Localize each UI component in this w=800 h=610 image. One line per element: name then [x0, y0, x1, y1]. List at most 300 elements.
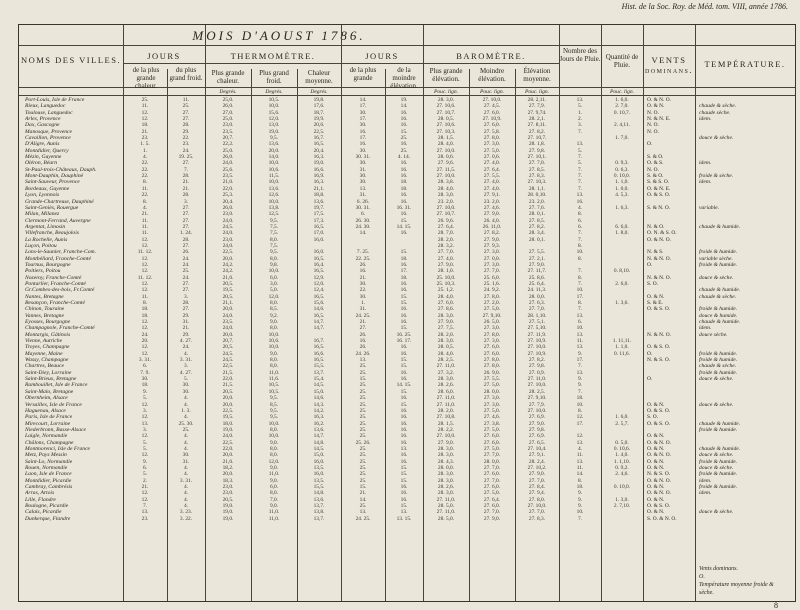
city-name: D'Aligre, Aunis	[25, 141, 60, 148]
table-cell: 14,8.	[313, 439, 325, 446]
table-cell: 16.	[400, 109, 408, 116]
table-cell: 11.	[141, 185, 149, 192]
table-cell: 27. 9,8.	[528, 426, 546, 433]
table-cell: 27.	[182, 160, 190, 167]
temperature-cell: variable.	[699, 204, 720, 211]
col-jours-moindre	[385, 97, 423, 522]
table-cell: 1. 1,0.	[615, 344, 629, 351]
table-cell: 13.	[359, 509, 367, 516]
table-cell: 29.	[182, 312, 190, 319]
table-cell: 28. 3,0.	[437, 312, 455, 319]
table-cell: 27.	[182, 306, 190, 313]
table-cell: 27. 10,6.	[436, 122, 456, 129]
table-cell: 27. 6,4.	[437, 223, 455, 230]
unit-pouces: Pouc. lign.	[434, 89, 458, 95]
wind-cell: O. & N. O.	[647, 490, 671, 497]
table-cell: 12,0.	[268, 458, 280, 465]
table-cell: 16.	[400, 166, 408, 173]
table-cell: 27. 6,0.	[483, 503, 501, 509]
table-cell: 8,0.	[269, 325, 279, 332]
col-baro-moyenne	[515, 97, 559, 522]
table-cell: 10,5.	[268, 97, 280, 103]
page-number: 8	[774, 601, 778, 610]
table-cell: 21.	[359, 490, 367, 497]
table-cell: 16,5.	[313, 344, 325, 351]
table-cell: 28.	[182, 122, 190, 129]
col-rule	[643, 25, 644, 601]
table-cell: 27. 6,0.	[483, 344, 501, 351]
table-cell: 10,6.	[268, 338, 280, 345]
table-cell: 8,0.	[269, 490, 279, 497]
table-cell: 4.	[183, 503, 189, 509]
wind-cell: S. & O.	[647, 154, 664, 161]
header-pluie-quantite: Quantité de Pluie.	[605, 53, 639, 69]
table-cell: 28. 2,6.	[437, 483, 455, 490]
table-cell: 27. 6,0.	[483, 433, 501, 440]
table-cell: 28.	[182, 236, 190, 243]
table-cell: 20.	[141, 338, 149, 345]
table-cell: 17,6.	[313, 103, 325, 110]
table-cell: 18.	[141, 306, 149, 313]
table-cell: 25.	[400, 147, 408, 154]
wind-cell: O. & S. O.	[647, 306, 671, 313]
table-cell: 14,7.	[313, 433, 325, 440]
table-cell: 4.	[183, 395, 189, 402]
table-cell: 3. 31.	[179, 357, 193, 364]
table-cell: 28. 1,10.	[527, 312, 547, 319]
city-name: Arles, Provence	[25, 116, 61, 123]
table-cell: 28. 0,5.	[437, 344, 455, 351]
table-cell: 25.	[182, 103, 190, 110]
header-thermometre: THERMOMÈTRE.	[230, 51, 316, 61]
table-cell: 15,4.	[313, 376, 325, 383]
table-cell: 26.	[359, 261, 367, 268]
city-name: Dax, Gascogne	[25, 122, 60, 129]
table-cell: 22,0.	[222, 445, 234, 452]
table-cell: 27. 11,5.	[436, 166, 456, 173]
wind-cell: O. & N.	[647, 483, 665, 490]
table-cell: 28. 0,0.	[437, 464, 455, 471]
header-baro-moyenne: Élévation moyenne.	[523, 67, 551, 83]
table-cell: 9,8.	[269, 261, 279, 268]
table-cell: 25. 10,0.	[436, 274, 456, 281]
temperature-cell: idem.	[699, 179, 712, 186]
temperature-cell: douce sèche.	[699, 331, 728, 338]
table-cell: 18.	[576, 483, 584, 490]
col-baro-moindre	[469, 97, 515, 522]
table-cell: 28. 2,0.	[437, 236, 455, 243]
table-cell: 17,3.	[313, 217, 325, 224]
city-name: Montdidier, Picardie	[25, 477, 72, 484]
header-noms: NOMS DES VILLES.	[20, 55, 122, 65]
wind-cell: O.	[647, 376, 653, 383]
table-cell: 22.	[141, 173, 149, 180]
city-name: Pontarlier, Franche-Comté	[25, 280, 86, 287]
table-cell: 22.	[359, 287, 367, 294]
table-cell: 27. 8,2.	[528, 128, 546, 135]
table-cell: 27. 7,0.	[528, 160, 546, 167]
table-cell: 19,8.	[313, 97, 325, 103]
table-cell: 27. 10,0.	[527, 382, 547, 389]
table-cell: 26.	[359, 344, 367, 351]
temperature-cell: froide & humide.	[699, 306, 738, 313]
table-cell: 13,6.	[313, 496, 325, 503]
table-cell: 13.	[141, 509, 149, 516]
table-cell: 24,5.	[222, 357, 234, 364]
city-name: Rouen, Normandie	[25, 464, 68, 471]
table-cell: 27. 8,5.	[528, 217, 546, 224]
table-cell: 19,0.	[313, 160, 325, 167]
table-cell: 27. 9,0.	[528, 420, 546, 427]
table-cell: 8.	[142, 198, 148, 205]
table-cell: 14.	[359, 97, 367, 103]
table-cell: 24. 25.	[355, 312, 371, 319]
table-cell: 27. 5,0.	[483, 147, 501, 154]
table-cell: 28. 1,1.	[528, 185, 546, 192]
temperature-cell: froide & humide.	[699, 249, 738, 256]
table-cell: 26. 9,0.	[483, 369, 501, 376]
table-cell: 0. 6,3.	[615, 166, 629, 173]
city-name: Saint-Malo, Bretagne	[25, 388, 74, 395]
table-cell: 24.	[182, 344, 190, 351]
table-cell: 27. 9,6.	[437, 160, 455, 167]
table-cell: 16,3.	[313, 414, 325, 421]
temperature-cell: chaude & humide.	[699, 319, 741, 326]
table-cell: 27. 9,8.	[528, 363, 546, 370]
table-cell: 22,5.	[222, 439, 234, 446]
table-cell: 27. 10,0.	[527, 344, 547, 351]
notes-vents-label: Vents dominans.	[699, 566, 738, 572]
table-cell: 9,5.	[269, 414, 279, 421]
table-cell: 8.	[577, 211, 583, 218]
wind-cell: N. & S. O.	[647, 357, 671, 364]
table-cell: 0. 11,6.	[614, 350, 630, 357]
table-cell: 29.	[182, 331, 190, 338]
table-cell: 8.	[577, 300, 583, 306]
table-cell: 25.	[359, 369, 367, 376]
table-cell: 8.	[577, 274, 583, 281]
header-thermo-moyenne: Chaleur moyenne.	[305, 69, 333, 85]
table-cell: 21,5.	[222, 369, 234, 376]
temperature-cell: douce & sèche.	[699, 135, 734, 142]
table-cell: 25.	[359, 471, 367, 478]
table-cell: 27. 9,8.	[528, 147, 546, 154]
table-cell: 16,4.	[313, 261, 325, 268]
table-cell: 22.	[141, 160, 149, 167]
table-cell: 1.	[577, 109, 583, 116]
table-cell: 13.	[576, 369, 584, 376]
table-cell: 28. 3,0.	[437, 97, 455, 103]
table-cell: 16.	[400, 211, 408, 218]
table-cell: 13.	[576, 192, 584, 199]
table-cell: 9,0.	[269, 477, 279, 484]
table-cell: 28. 3,8.	[437, 179, 455, 186]
table-cell: 27. 8,5.	[528, 166, 546, 173]
notes-vents-value: O.	[699, 574, 705, 580]
table-cell: 25.	[359, 452, 367, 459]
table-cell: 9,0.	[269, 319, 279, 326]
temperature-cell: chaude & sèche.	[699, 293, 737, 300]
table-cell: 27. 2,1.	[528, 255, 546, 262]
table-cell: 12,0.	[313, 280, 325, 287]
table-cell: 27. 10,9.	[482, 116, 502, 123]
table-cell: 23.	[141, 515, 149, 522]
table-cell: 28. 3,0.	[437, 471, 455, 478]
city-name: Port-Louis, Isle de France	[25, 97, 85, 103]
city-name: St-Paul-trois-Châteaux, Dauph.	[25, 166, 97, 173]
table-cell: 26. 5,0.	[483, 319, 501, 326]
table-cell: 27. 9,4.	[528, 490, 546, 497]
wind-cell: O. & N.	[647, 445, 665, 452]
table-cell: 0. 8,10.	[613, 268, 631, 275]
table-cell: 6.	[142, 363, 148, 370]
city-name: Cambray, Cambrésis	[25, 483, 73, 490]
table-cell: 13.	[576, 312, 584, 319]
unit-pouces: Pouc. lign.	[525, 89, 549, 95]
table-cell: 16,5.	[313, 357, 325, 364]
table-cell: 20,5.	[222, 344, 234, 351]
table-cell: 19,0.	[222, 426, 234, 433]
table-cell: 13,5.	[313, 464, 325, 471]
table-cell: 25.	[182, 426, 190, 433]
table-cell: 1. 7,0.	[615, 135, 629, 142]
table-cell: 28. 1,5.	[437, 135, 455, 142]
table-cell: 24,0.	[222, 242, 234, 249]
notes-temperature: Température moyenne froide & sèche.	[699, 582, 774, 596]
table-cell: 2. 7,10.	[613, 503, 631, 509]
wind-cell: O. & N. O.	[647, 236, 671, 243]
table-cell: 16,9.	[313, 173, 325, 180]
table-cell: 16,0.	[313, 458, 325, 465]
table-cell: 28. 3,0.	[437, 376, 455, 383]
table-cell: 16. 31.	[396, 204, 412, 211]
table-cell: 27. 10,4.	[527, 445, 547, 452]
table-cell: 8,0.	[269, 363, 279, 370]
table-cell: 8.	[577, 477, 583, 484]
table-cell: 25. 6,0.	[483, 274, 501, 281]
table-cell: 8.	[142, 300, 148, 306]
table-cell: 17.	[576, 357, 584, 364]
table-cell: 23. 2,0.	[437, 198, 455, 205]
table-cell: 27. 10,3.	[527, 179, 547, 186]
table-cell: 10,0.	[268, 103, 280, 110]
city-name: Vannes, Bretagne	[25, 312, 64, 319]
table-cell: 21.	[182, 179, 190, 186]
table-cell: 15.	[400, 401, 408, 408]
table-cell: 9,0.	[269, 439, 279, 446]
table-cell: 25.	[182, 268, 190, 275]
table-cell: 16.	[400, 458, 408, 465]
header-jours-plus: de la plus grande	[349, 66, 377, 82]
table-cell: 27. 9,0.	[483, 236, 501, 243]
table-cell: 11.	[182, 97, 190, 103]
table-cell: 15.	[400, 363, 408, 370]
table-cell: 4.	[577, 204, 583, 211]
table-cell: 1. 1,10.	[613, 458, 631, 465]
table-cell: 20,5.	[222, 388, 234, 395]
temperature-cell: douce & sèche.	[699, 401, 734, 408]
table-cell: 25. 30.	[178, 420, 194, 427]
table-cell: 14,6.	[313, 306, 325, 313]
temperature-cell: idem.	[699, 116, 712, 123]
table-cell: 22.	[182, 135, 190, 142]
table-cell: 23,0.	[222, 236, 234, 243]
table-cell: 19,7.	[313, 204, 325, 211]
table-cell: 15,6.	[313, 300, 325, 306]
table-cell: 27. 5,8.	[483, 128, 501, 135]
table-cell: 16.	[400, 483, 408, 490]
table-cell: 5.	[142, 439, 148, 446]
table-cell: 25.	[141, 97, 149, 103]
table-cell: 19,5.	[222, 414, 234, 421]
temperature-cell: froide & sèche.	[699, 173, 734, 180]
temperature-cell: froide & humide.	[699, 426, 738, 433]
table-cell: 22,5.	[313, 128, 325, 135]
table-cell: 6. 26.	[356, 198, 370, 205]
temperature-cell: chaude & humide.	[699, 420, 741, 427]
table-cell: 27. 9,10.	[527, 395, 547, 402]
table-cell: 28. 2,0.	[437, 407, 455, 414]
table-cell: 27. 6,4.	[483, 166, 501, 173]
table-cell: 16.	[400, 306, 408, 313]
table-cell: 8,0.	[269, 236, 279, 243]
wind-cell: O. & N. E.	[647, 185, 671, 192]
table-cell: 10.	[576, 401, 584, 408]
table-cell: 2. 4,11.	[614, 122, 630, 129]
table-cell: 7.	[577, 128, 583, 135]
table-cell: 10,5.	[268, 382, 280, 389]
table-cell: 27. 10,6.	[436, 103, 456, 110]
col-thermo-moyenne	[297, 97, 341, 522]
table-cell: 3. 31.	[179, 477, 193, 484]
table-cell: 14.	[576, 471, 584, 478]
table-cell: 24,0.	[222, 325, 234, 332]
table-cell: 21,5.	[222, 382, 234, 389]
city-name: Boulogne, Picardie	[25, 503, 69, 509]
table-cell: 16.	[400, 192, 408, 199]
table-cell: 9.	[577, 376, 583, 383]
table-cell: 16.	[400, 344, 408, 351]
table-cell: 13,7.	[313, 503, 325, 509]
city-name: Nozeroy, Franche-Comté	[25, 274, 82, 281]
table-cell: 27.	[182, 223, 190, 230]
table-cell: 11,0.	[268, 471, 280, 478]
table-cell: 23,0.	[222, 490, 234, 497]
table-cell: 25.	[359, 420, 367, 427]
table-cell: 27. 10,8.	[436, 414, 456, 421]
table-cell: 18,3.	[222, 477, 234, 484]
table-cell: 8.	[577, 407, 583, 414]
table-cell: 27. 7,9.	[528, 103, 546, 110]
city-name: Manosque, Provence	[25, 128, 73, 135]
table-cell: 28. 4,0.	[437, 293, 455, 300]
table-cell: 9,5.	[269, 249, 279, 256]
table-cell: 27. 8,3.	[528, 173, 546, 180]
header-barometre: BAROMÈTRE.	[456, 51, 526, 61]
unit-pouces: Pouc. lign.	[610, 89, 634, 95]
table-cell: 18.	[141, 122, 149, 129]
city-name: Châlons, Champagne	[25, 439, 74, 446]
city-name: Lille, Flandre	[25, 496, 56, 503]
table-cell: 5.	[142, 471, 148, 478]
table-cell: 15.	[359, 483, 367, 490]
table-cell: 22.	[141, 192, 149, 199]
table-cell: 9.	[577, 490, 583, 497]
group-rule	[205, 63, 341, 64]
table-cell: 7.	[577, 280, 583, 287]
table-cell: 27. 5,0.	[483, 445, 501, 452]
temperature-cell: froide & humide.	[699, 350, 738, 357]
table-cell: 25.	[359, 477, 367, 484]
table-cell: 27. 4,6.	[483, 414, 501, 421]
table-cell: 26.	[359, 331, 367, 338]
table-cell: 0. 9,3.	[615, 160, 629, 167]
table-cell: 30.	[182, 452, 190, 459]
table-cell: 25. 1,6.	[483, 280, 501, 287]
city-name: Besançon, Franche-Comté	[25, 300, 85, 306]
table-cell: 16.	[400, 376, 408, 383]
table-cell: 7.	[577, 230, 583, 237]
table-cell: 8.	[577, 255, 583, 262]
col-jours-chaleur	[123, 97, 167, 522]
table-cell: 22,5.	[222, 407, 234, 414]
wind-cell: O. & S. O.	[647, 420, 671, 427]
wind-cell: O.	[647, 141, 653, 148]
table-cell: 28. 5,0.	[437, 503, 455, 509]
unit-degres: Degrés.	[265, 89, 283, 95]
table-cell: 27. 9,0.	[437, 261, 455, 268]
wind-cell: N. & S.	[647, 249, 664, 256]
wind-cell: O. & N.	[647, 433, 665, 440]
table-cell: 11.	[576, 338, 584, 345]
table-cell: 23,0.	[222, 483, 234, 490]
city-name: Mayenne, Maine	[25, 350, 63, 357]
table-cell: 1. 11,11.	[612, 338, 632, 345]
table-cell: 25. 10,3.	[436, 280, 456, 287]
table-cell: 21.	[359, 274, 367, 281]
table-cell: 22,5.	[222, 363, 234, 370]
table-cell: 27. 6,0.	[483, 471, 501, 478]
table-cell: 10,0.	[268, 331, 280, 338]
wind-cell: O. & N.	[647, 496, 665, 503]
table-cell: 27. 7,0.	[528, 306, 546, 313]
table-cell: 16,5.	[313, 141, 325, 148]
table-cell: 30.	[359, 147, 367, 154]
table-cell: 12.	[141, 242, 149, 249]
table-cell: 1. 6,0.	[615, 414, 629, 421]
table-cell: 14.	[400, 103, 408, 110]
table-cell: 27. 7,5.	[437, 325, 455, 332]
table-cell: 27. 10,7.	[436, 109, 456, 116]
table-cell: 7,5.	[269, 242, 279, 249]
table-cell: 24.	[182, 261, 190, 268]
table-cell: 4.	[183, 464, 189, 471]
city-name: Saint-Lo, Normandie	[25, 458, 73, 465]
table-cell: 3. 31.	[138, 357, 152, 364]
table-cell: 27.	[182, 242, 190, 249]
table-cell: 18,2.	[222, 464, 234, 471]
temperature-cell: idem.	[699, 477, 712, 484]
table-cell: 20,0.	[222, 452, 234, 459]
city-name: Troyes, Champagne	[25, 344, 70, 351]
table-cell: 19,5.	[222, 287, 234, 294]
table-cell: 12,0.	[268, 293, 280, 300]
table-cell: 27. 3,0.	[483, 401, 501, 408]
city-name: Versailles, Isle de France	[25, 401, 82, 408]
table-cell: 18,7.	[313, 109, 325, 116]
table-cell: 20,6.	[313, 122, 325, 129]
table-cell: 27. 3,0.	[483, 261, 501, 268]
